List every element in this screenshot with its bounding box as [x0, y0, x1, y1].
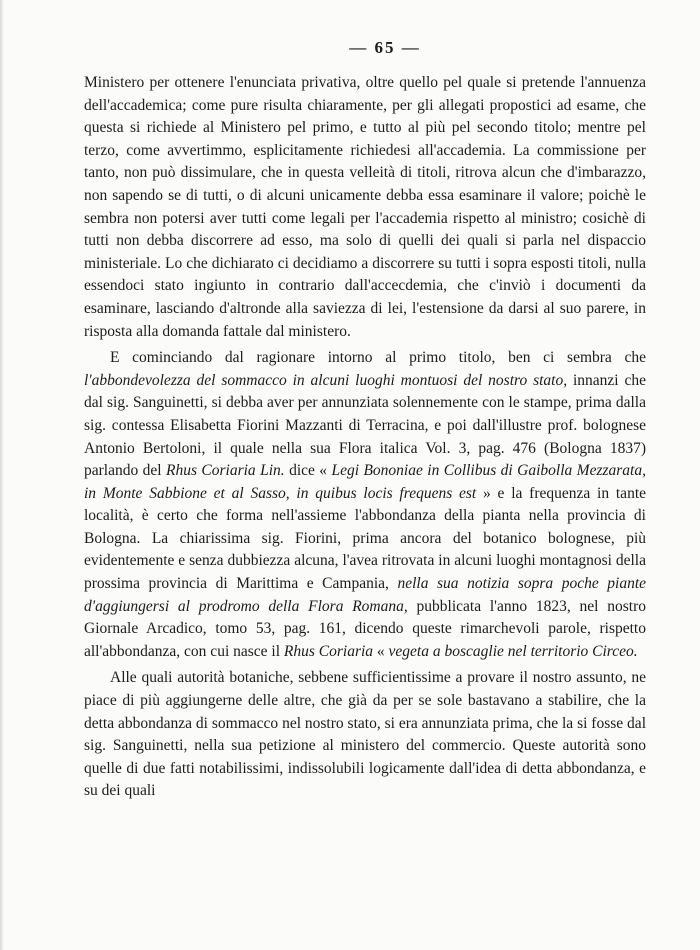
body-text — [84, 72, 646, 803]
text-segment: pubblicata l'anno 1823, nel nostro Giornale Arcadico, tomo 53, pag. 161, dicendo queste rimarchevoli parole, rispetto all'abbondanza, con cui nasce il — [84, 597, 646, 660]
text-segment: innanzi che dal sig. Sanguinetti, si debba aver per annunziata solennemente con le stampe, prima dalla sig. contessa Elisabetta Fiorini Mazzanti di Terracina, e poi dall'illustre prof. bolognese Antonio Bertoloni, il quale nella sua Flora italica Vol. 3, pag. 476 (Bologna 1837) parlando del — [84, 371, 646, 480]
text-segment: E cominciando dal ragionare intorno al primo titolo, ben ci sembra che — [110, 349, 646, 367]
italic-text-segment: Legi Bononiae in Collibus di Gaibolla Mezzarata, in Monte Sabbione et al Sasso, in quibus locis frequens est — [84, 462, 646, 502]
italic-text-segment: Rhus Coriaria Lin. — [166, 462, 285, 480]
text-segment: » e la frequenza in tante località, è certo che forma nell'assieme l'abbondanza della pianta nella provincia di Bologna. La chiarissima sig. Fiorini, prima ancora del botanico bolognese, più evidentemente e senza dubbiezza alcuna, l'avea ritrovata in alcuni luoghi montagnosi della prossima provincia di Marittima e Campania, — [84, 484, 646, 593]
italic-text-segment: vegeta a boscaglie nel territorio Circeo. — [388, 642, 638, 660]
italic-text-segment: Rhus Coriaria — [283, 642, 374, 660]
text-segment: dice « — [284, 462, 332, 480]
text-segment: Alle quali autorità botaniche, sebbene sufficientissime a provare il nostro assunto, ne piace di più aggiungerne delle altre, che già da per se sole bastavano a stabilire, che la detta abbondanza di sommacco nel nostro stato, si era annunziata prima, che la si fosse dal sig. Sanguinetti, nella sua petizione al ministero del commercio. Queste autorità sono quelle di due fatti notabilissimi, indissolubili logicamente dall'idea di detta abbondanza, e su dei quali — [84, 669, 646, 800]
text-segment: Ministero per ottenere l'enunciata privativa, oltre quello pel quale si pretende l'annuenza dell'accademica; come pure risulta chiaramente, per gli allegati propostici ad esame, che questa si richiede al Ministero pel primo, e tutto al più pel secondo titolo; mentre pel terzo, come avvertimmo, esplicitamente richiedesi all'accademia. La commissione per tanto, non può dissimulare, che in questa velleità di titoli, ritrova alcun che d'imbarazzo, non sapendo se di tutti, o di alcuni unicamente debba essa esaminare il valore; poichè le sembra non potersi aver tutti come legali per l'accademia rispetto al ministro; cosichè di tutti non debba discorrere ad esso, ma solo di quelli dei quali si parla nel dispaccio ministeriale. Lo che dichiarato ci decidiamo a discorrere su tutti i sopra esposti titoli, nulla essendoci stato ingiunto in contrario dall'accecdemia, che c'inviò i documenti da esaminare, lasciando d'altronde alla saviezza di lei, l'estensione da darsi al suo parere, in risposta alla domanda fattale dal ministero. — [84, 74, 646, 340]
page-edge-shadow — [0, 0, 4, 950]
page-number: — 65 — — [349, 38, 421, 57]
text-segment: « — [373, 642, 389, 660]
italic-text-segment: l'abbondevolezza del sommacco in alcuni luoghi montuosi del nostro stato, — [84, 371, 568, 389]
italic-text-segment: nella sua notizia sopra poche piante d'aggiungersi al prodromo della Flora Romana, — [84, 575, 647, 615]
paragraph — [84, 347, 646, 663]
paragraph — [84, 667, 646, 803]
paragraph — [84, 72, 646, 343]
